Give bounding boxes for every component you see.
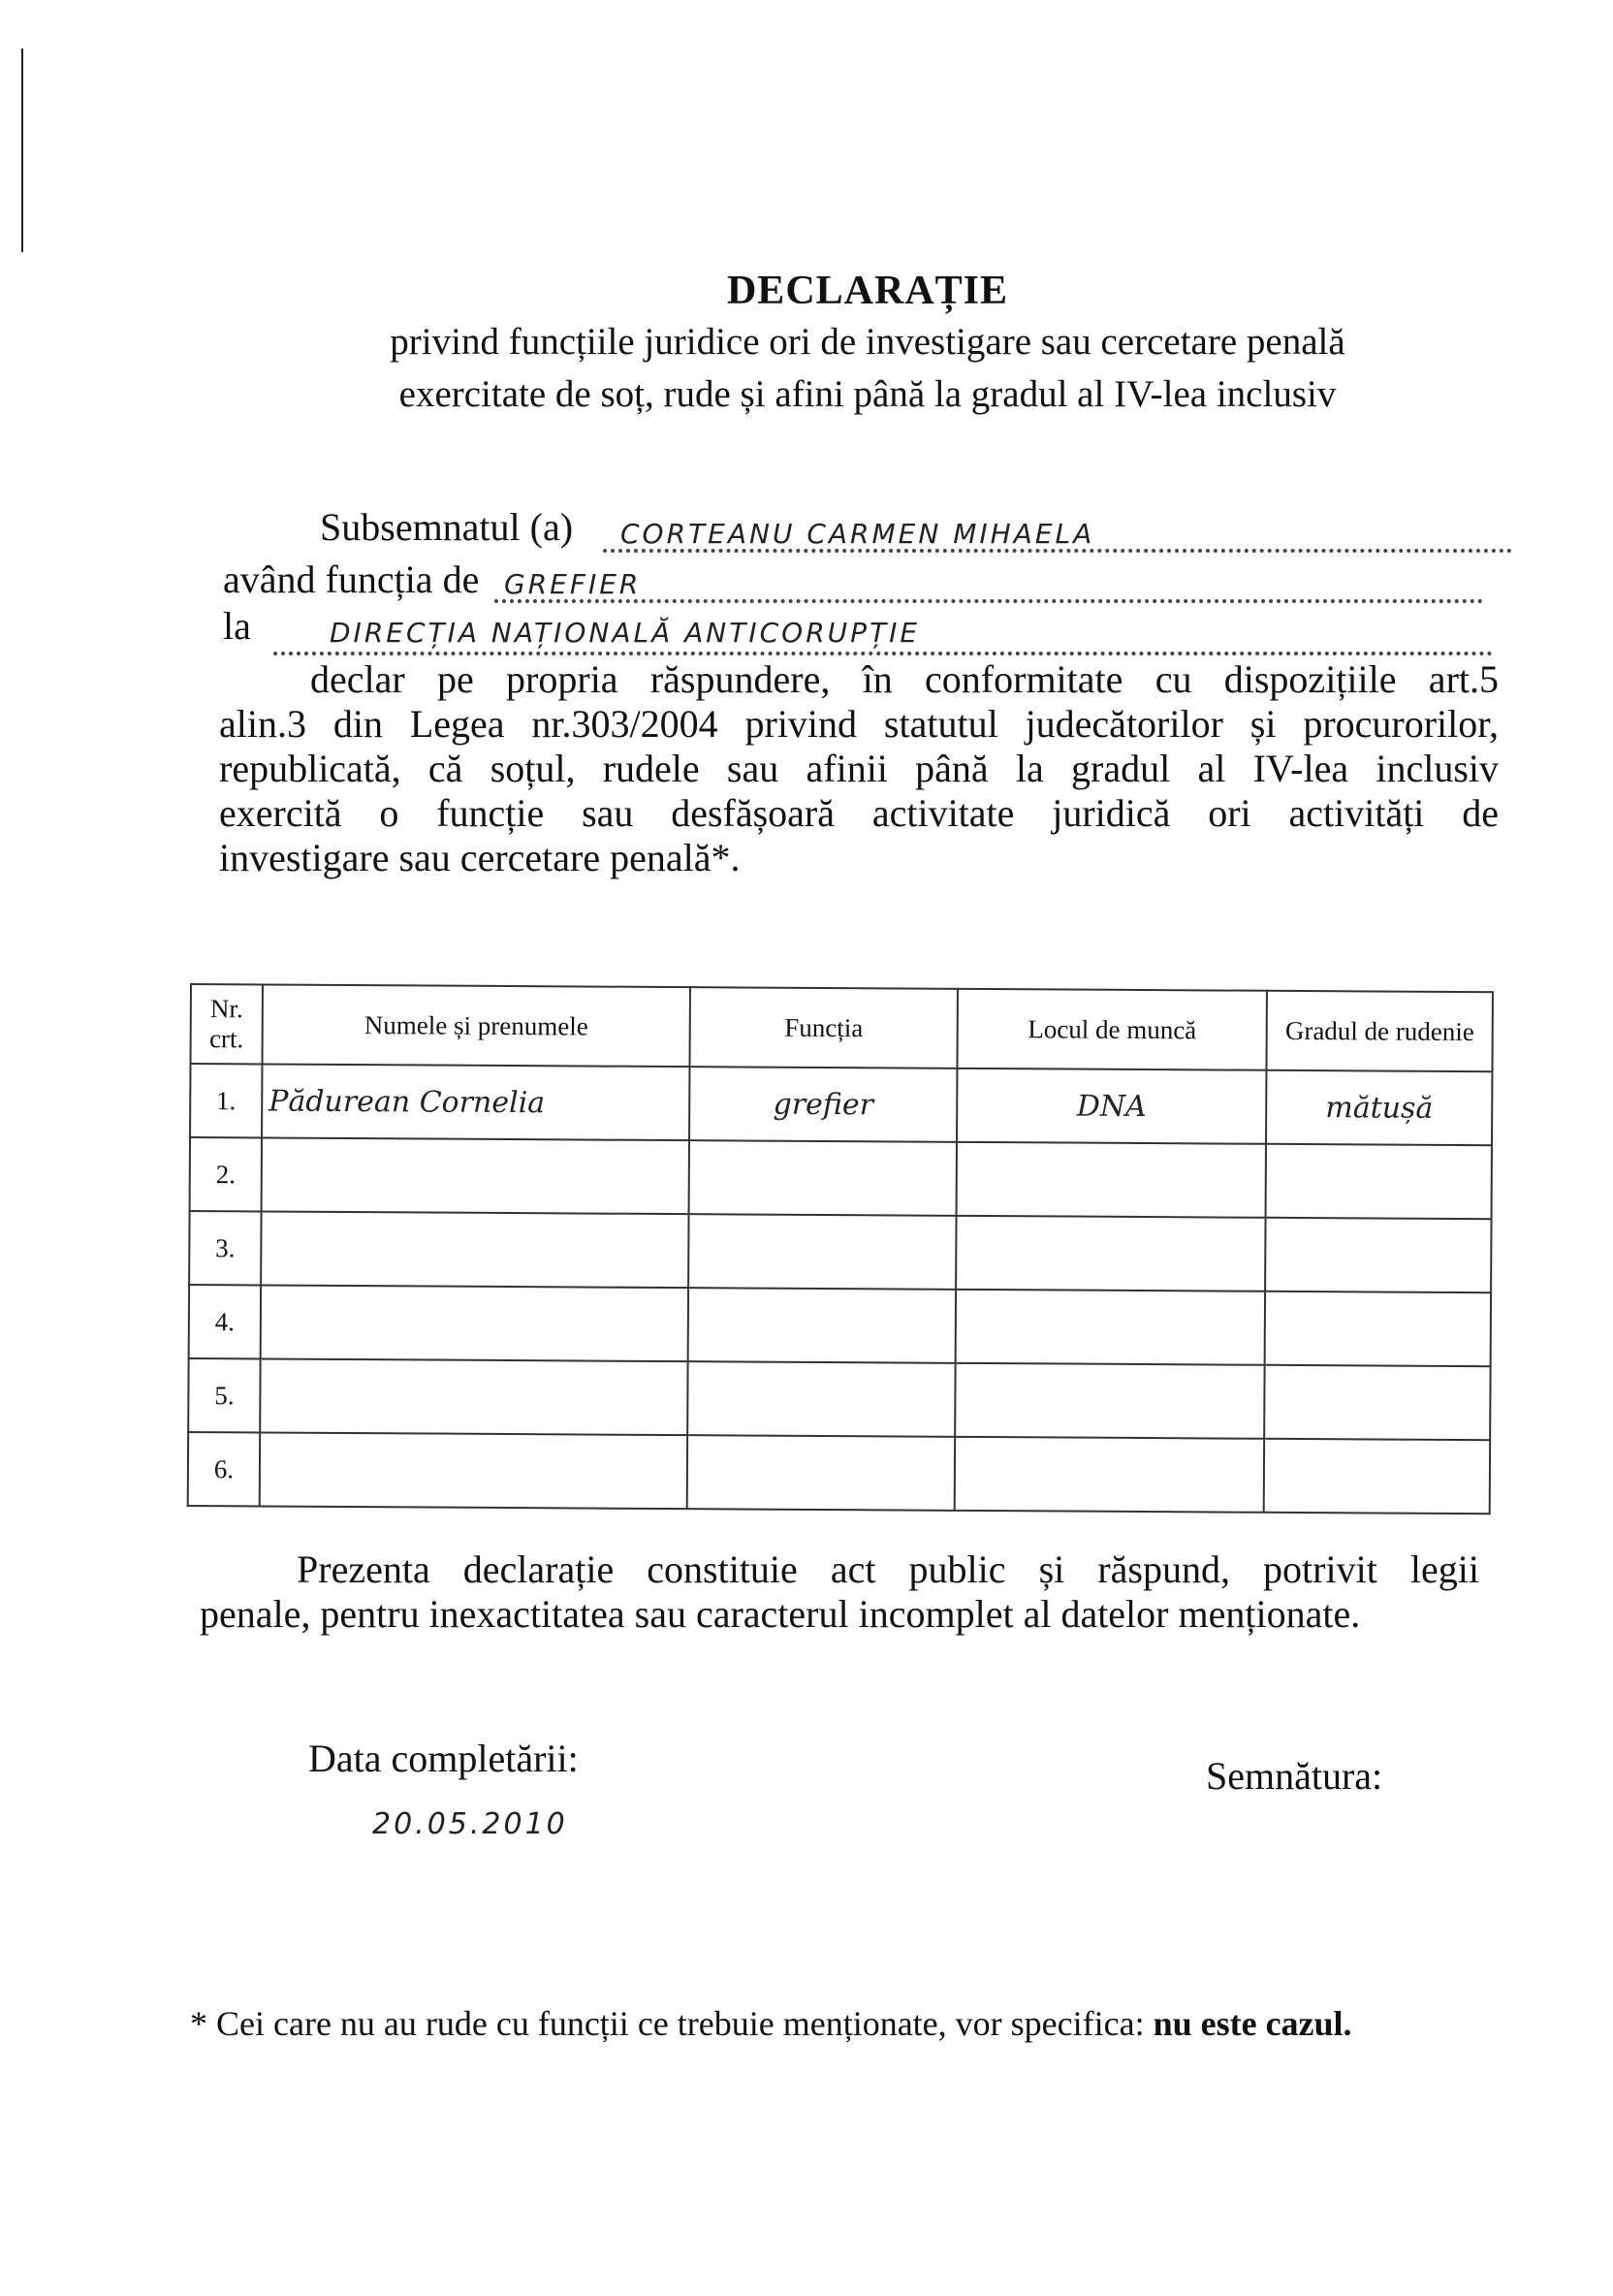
row-number: 2. — [190, 1137, 262, 1211]
cell-function[interactable] — [687, 1435, 955, 1511]
function-label: având funcția de — [223, 558, 480, 601]
closing-paragraph — [200, 1547, 1479, 1637]
header-workplace: Locul de muncă — [957, 989, 1267, 1070]
table-header-row — [190, 984, 1492, 1071]
workplace-label: la — [223, 604, 251, 648]
cell-workplace[interactable]: DNA — [957, 1068, 1267, 1144]
row-number: 1. — [190, 1064, 262, 1137]
cell-kinship[interactable] — [1264, 1365, 1490, 1440]
cell-function[interactable] — [689, 1140, 957, 1216]
header-name: Numele și prenumele — [262, 984, 690, 1067]
cell-kinship[interactable] — [1265, 1292, 1491, 1366]
footnote-text: * Cei care nu au rude cu funcții ce trebuie menționate, vor specifica: — [190, 2004, 1145, 2043]
cell-function[interactable] — [688, 1288, 956, 1363]
cell-workplace[interactable] — [955, 1363, 1265, 1439]
name-value[interactable]: CORTEANU CARMEN MIHAELA — [620, 518, 1095, 550]
cell-workplace[interactable] — [955, 1290, 1265, 1365]
statement-line4: exercită o funcție sau desfășoară activitate juridică ori activități de — [219, 791, 1499, 835]
row-number: 4. — [189, 1285, 261, 1358]
function-line — [223, 557, 479, 602]
workplace-dotted-line — [273, 652, 1493, 655]
cell-name[interactable]: Pădurean Cornelia — [262, 1064, 690, 1140]
function-value[interactable]: GREFIER — [504, 568, 642, 600]
cell-kinship[interactable] — [1266, 1144, 1492, 1219]
header-nr-crt: Nr. crt. — [190, 984, 262, 1064]
cell-function[interactable]: grefier — [689, 1067, 957, 1142]
date-value[interactable]: 20.05.2010 — [372, 1807, 568, 1841]
date-label: Data completării: — [308, 1737, 579, 1780]
cell-workplace[interactable] — [956, 1142, 1266, 1218]
table-row — [188, 1432, 1490, 1514]
footnote-emphasis: nu este cazul. — [1153, 2004, 1352, 2043]
cell-name[interactable] — [260, 1358, 688, 1435]
closing-line2: penale, pentru inexactitatea sau caracterul incomplet al datelor menționate. — [200, 1592, 1361, 1636]
table-row — [190, 1064, 1492, 1145]
closing-line1: Prezenta declarație constituie act public și răspund, potrivit legii — [297, 1547, 1479, 1591]
header-function: Funcția — [690, 987, 958, 1068]
cell-name[interactable] — [260, 1432, 688, 1509]
statement-line1: declar pe propria răspundere, în conformitate cu dispozițiile art.5 — [310, 657, 1499, 701]
function-dotted-line — [494, 599, 1483, 603]
cell-function[interactable] — [687, 1361, 955, 1437]
cell-name[interactable] — [261, 1285, 689, 1361]
cell-workplace[interactable] — [956, 1216, 1266, 1292]
row-number: 5. — [188, 1358, 260, 1432]
relatives-table — [187, 983, 1494, 1515]
table-row — [189, 1285, 1491, 1366]
scan-edge-line — [21, 48, 23, 252]
workplace-line — [223, 603, 251, 649]
cell-function[interactable] — [688, 1214, 956, 1290]
table-row — [188, 1358, 1490, 1440]
cell-kinship[interactable] — [1265, 1218, 1491, 1292]
row-number: 3. — [189, 1211, 261, 1285]
document-subtitle-line1: privind funcțiile juridice ori de investigare sau cercetare penală — [390, 321, 1345, 363]
name-label: Subsemnatul (a) — [320, 505, 574, 549]
table-row — [189, 1211, 1491, 1292]
statement-paragraph — [219, 657, 1499, 880]
cell-kinship[interactable]: mătușă — [1266, 1070, 1492, 1145]
statement-line2: alin.3 din Legea nr.303/2004 privind statutul judecătorilor și procurorilor, — [219, 702, 1499, 746]
cell-name[interactable] — [261, 1211, 689, 1288]
signature-label: Semnătura: — [1206, 1754, 1383, 1798]
table-row — [190, 1137, 1492, 1219]
document-title: DECLARAȚIE — [726, 269, 1009, 313]
statement-line3: republicată, că soțul, rudele sau afinii până la gradul al IV-lea inclusiv — [219, 747, 1499, 790]
row-number: 6. — [188, 1432, 260, 1506]
footnote — [190, 2003, 1352, 2044]
cell-name[interactable] — [262, 1137, 690, 1214]
cell-kinship[interactable] — [1264, 1439, 1490, 1514]
name-line — [320, 504, 573, 550]
header-kinship: Gradul de rudenie — [1267, 991, 1493, 1071]
statement-line5: investigare sau cercetare penală*. — [219, 836, 741, 879]
workplace-value[interactable]: DIRECȚIA NAȚIONALĂ ANTICORUPȚIE — [330, 617, 921, 649]
document-subtitle-line2: exercitate de soț, rude și afini până la gradul al IV-lea inclusiv — [398, 373, 1337, 415]
cell-workplace[interactable] — [955, 1437, 1265, 1513]
